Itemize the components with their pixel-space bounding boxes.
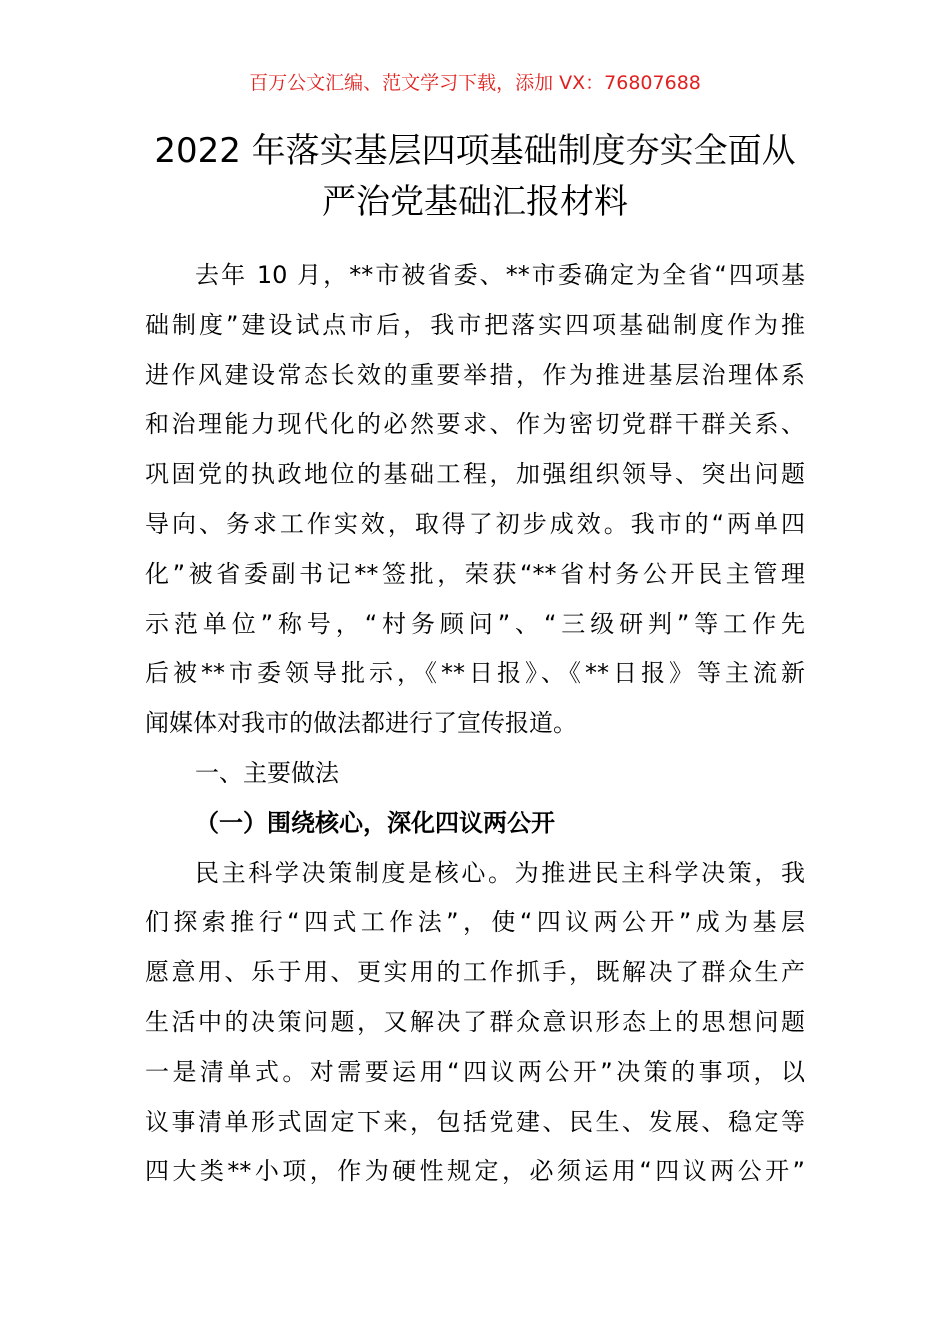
body-text-line: 民主科学决策制度是核心。为推进民主科学决策，我 (195, 858, 805, 887)
body-text-line: 进作风建设常态长效的重要举措，作为推进基层治理体系 (145, 360, 805, 389)
body-text-line: 去年 10 月，**市被省委、**市委确定为全省“四项基 (195, 261, 805, 289)
body-text-line: 一是清单式。对需要运用“四议两公开”决策的事项，以 (145, 1057, 805, 1086)
document-title-line-1: 2022 年落实基层四项基础制度夯实全面从 (154, 131, 796, 171)
body-text-line: 一、主要做法 (195, 759, 339, 787)
body-text-line: 示范单位”称号，“村务顾问”、“三级研判”等工作先 (145, 609, 805, 638)
body-text-line: 和治理能力现代化的必然要求、作为密切党群干群关系、 (145, 410, 805, 439)
body-text-line: 四大类**小项，作为硬性规定，必须运用“四议两公开” (145, 1157, 805, 1186)
body-text-line: 巩固党的执政地位的基础工程，加强组织领导、突出问题 (145, 460, 805, 489)
body-text-line: 后被**市委领导批示，《**日报》、《**日报》等主流新 (145, 659, 805, 688)
document-title-line-2: 严治党基础汇报材料 (322, 182, 628, 222)
watermark-header: 百万公文汇编、范文学习下载，添加 VX：76807688 (249, 72, 701, 94)
body-text-line: 导向、务求工作实效，取得了初步成效。我市的“两单四 (145, 510, 805, 538)
body-text-line: 愿意用、乐于用、更实用的工作抓手，既解决了群众生产 (145, 958, 805, 987)
body-text-line: 生活中的决策问题，又解决了群众意识形态上的思想问题 (145, 1008, 805, 1036)
section-subheading: （一）围绕核心，深化四议两公开 (195, 808, 555, 837)
body-text-line: 闻媒体对我市的做法都进行了宣传报道。 (145, 709, 577, 738)
body-text-line: 化”被省委副书记**签批，荣获“**省村务公开民主管理 (145, 559, 805, 588)
body-text-line: 议事清单形式固定下来，包括党建、民生、发展、稳定等 (145, 1107, 805, 1136)
body-text-line: 础制度”建设试点市后，我市把落实四项基础制度作为推 (145, 310, 805, 339)
body-text-line: 们探索推行“四式工作法”，使“四议两公开”成为基层 (145, 908, 805, 937)
